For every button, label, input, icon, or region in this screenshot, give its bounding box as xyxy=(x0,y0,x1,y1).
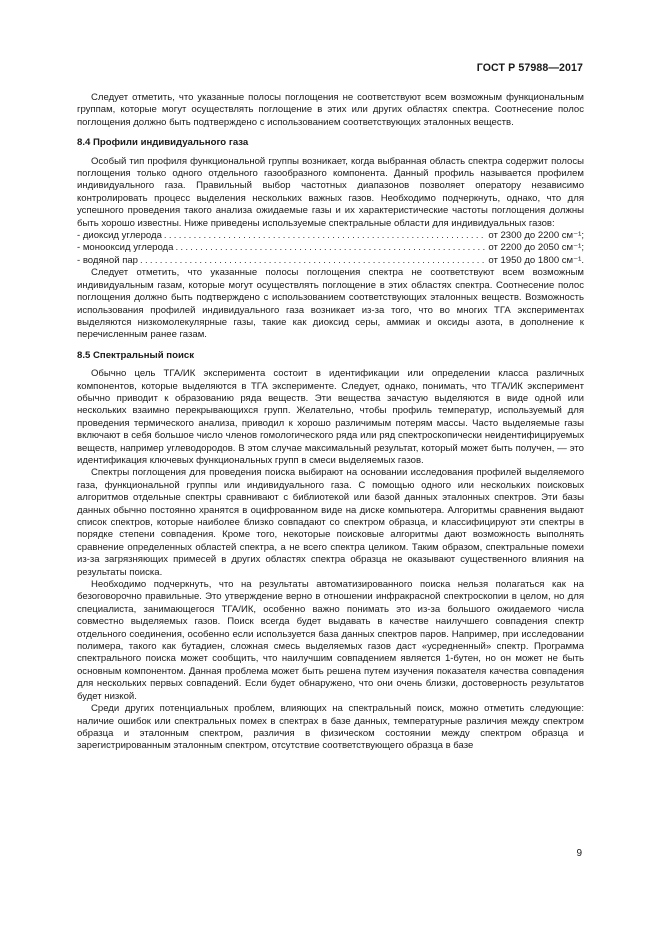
section-8-5-paragraph-2: Спектры поглощения для проведения поиска выбирают на основании исследования профилей выделяемого газа, функциональной группы или индивидуального газа. С помощью одного или нескольких поисковых алгоритмов отдельные спектры сравнивают с библиотекой или базой данных эталонных спектров. Эти базы данных обычно постоянно хранятся в оцифрованном виде на диске компьютера. Алгоритмы сравнения выдают список спектров, которые наиболее близко совпадают со спектром образца, и классифицируют эти спектры в порядке степени совпадения. Кроме того, некоторые поисковые алгоритмы дают возможность выполнять сравнение определенных областей спектра, а не всего спектра целиком. Таким образом, спектральные помехи из-за загрязняющих примесей в других областях спектра образца не оказывают существенного влияния на результаты поиска. xyxy=(77,467,584,578)
list-item-range: от 2300 до 2200 см⁻¹; xyxy=(488,230,584,242)
list-item-range: от 2200 до 2050 см⁻¹; xyxy=(488,242,584,254)
document-code: ГОСТ Р 57988—2017 xyxy=(476,62,583,74)
section-8-5-paragraph-1: Обычно цель ТГА/ИК эксперимента состоит в идентификации или определении класса различных компонентов, которые выделяются в ТГА эксперименте. Следует, однако, понимать, что ТГА/ИК эксперимент обычно приводит к образованию ряда веществ. Эти вещества зачастую выделяются в виде одной или нескольких взаимно перекрывающихся групп. Желательно, чтобы профиль температур, используемый для проведения термического анализа, приводил к хорошо различимым потерям массы. Часто выделяемые газы включают в себя большое число членов гомологического ряда или ряд спектроскопически неидентифицируемых веществ, например углеводородов. В этом случае максимальный результат, который может быть получен, — это идентификация ключевых функциональных групп в смеси выделяемых газов. xyxy=(77,368,584,466)
list-item-label: - водяной пар xyxy=(77,254,138,266)
section-8-5-paragraph-3: Необходимо подчеркнуть, что на результаты автоматизированного поиска нельзя полагаться как на безоговорочно правильные. Это утверждение верно в отношении инфракрасной спектроскопии в целом, но для специалиста, занимающегося ТГА/ИК, особенно важно понимать это из-за большого ожидаемого числа совместно выделяемых газов. Поиск всегда будет выдавать в качестве наилучшего совпадения спектр отдельного соединения, особенно если используется база данных спектров паров. Например, при исследовании полимера, такого как бутадиен, сложная смесь выделяемых газов даст «усредненный» спектр. Программа спектрального поиска может сообщить, что наилучшим совпадением является 1-бутен, но он может не быть основным компонентом. Данная проблема может быть решена путем изучения показателя качества совпадения для нескольких первых совпадений. Если будет обнаружено, что они очень близки, достоверность результатов будет низкой. xyxy=(77,579,584,702)
section-8-5-heading: 8.5 Спектральный поиск xyxy=(77,349,194,361)
intro-paragraph: Следует отметить, что указанные полосы поглощения не соответствуют всем возможным функциональным группам, которые могут осуществлять поглощение в этих или других областях спектра. Соотнесение полос поглощения должно быть подтверждено с использованием соответствующих эталонных веществ. xyxy=(77,92,584,128)
list-item xyxy=(77,242,584,254)
section-8-4-paragraph-1: Особый тип профиля функциональной группы возникает, когда выбранная область спектра содержит полосы поглощения только одного отдельного газообразного компонента. Данный профиль называется профилем индивидуального газа. Правильный выбор частотных диапазонов позволяет оператору независимо контролировать процесс выделения нескольких важных газов. Необходимо подчеркнуть, однако, что для успешного проведения такого анализа ожидаемые газы и их характеристические частоты поглощения должны быть хорошо известны. Ниже приведены используемые спектральные области для индивидуальных газов: xyxy=(77,155,584,229)
section-8-4-paragraph-2: Следует отметить, что указанные полосы поглощения спектра не соответствуют всем возможным индивидуальным газам, которые могут осуществлять поглощение в этих областях спектра. Соотнесение полос поглощения должно быть подтверждено с использованием соответствующих эталонных веществ. Возможность использования профилей индивидуального газа возникает из-за того, что во многих ТГА экспериментах выделяются низкомолекулярные газы, такие как диоксид серы, аммиак и оксиды азота, в дополнение к перечисленным ранее газам. xyxy=(77,267,584,341)
list-item xyxy=(77,255,584,267)
page-number: 9 xyxy=(576,848,582,859)
section-8-4-heading: 8.4 Профили индивидуального газа xyxy=(77,137,249,149)
leader-dots xyxy=(175,242,486,254)
page-content xyxy=(77,92,584,753)
section-8-5-paragraph-4: Среди других потенциальных проблем, влияющих на спектральный поиск, можно отметить следующие: наличие ошибок или спектральных помех в спектрах в базе данных, температурные различия между спектром образца и эталонным спектром, различия в физическом состоянии между спектром образца и зарегистрированным эталонным спектром, отсутствие соответствующего образца в базе xyxy=(77,703,584,752)
gas-range-list xyxy=(77,230,584,267)
list-item xyxy=(77,230,584,242)
list-item-label: - монооксид углерода xyxy=(77,242,174,254)
leader-dots xyxy=(164,230,486,242)
leader-dots xyxy=(140,255,486,267)
list-item-label: - диоксид углерода xyxy=(77,230,162,242)
list-item-range: от 1950 до 1800 см⁻¹. xyxy=(488,254,584,266)
